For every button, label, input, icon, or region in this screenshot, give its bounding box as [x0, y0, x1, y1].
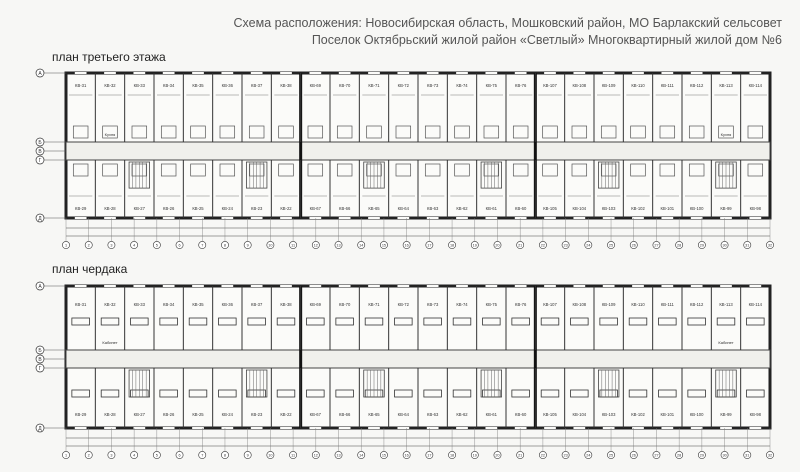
unit-label-bottom: КВ-22	[280, 412, 292, 417]
grid-col-label: 23	[563, 243, 568, 248]
grid-col-label: 23	[563, 453, 568, 458]
grid-row-label: А	[38, 283, 42, 290]
grid-col-label: 20	[495, 243, 500, 248]
grid-col-label: 12	[313, 453, 318, 458]
unit-label-top: КВ-71	[368, 83, 380, 88]
unit-label-bottom: КВ-103	[601, 206, 616, 211]
grid-row-label: Б	[38, 347, 42, 354]
unit-label-bottom: КВ-29	[75, 206, 87, 211]
grid-col-label: 22	[540, 453, 546, 458]
unit-label-top: КВ-112	[690, 302, 704, 307]
unit-label-top: КВ-36	[221, 83, 233, 88]
unit-label-bottom: КВ-99	[720, 206, 732, 211]
unit-label-bottom: КВ-62	[456, 206, 468, 211]
unit-label-top: КВ-111	[660, 83, 674, 88]
unit-label-top: КВ-75	[485, 302, 497, 307]
grid-col-label: 17	[427, 243, 432, 248]
unit-label-bottom: КВ-104	[572, 412, 587, 417]
unit-label-bottom: КВ-60	[515, 206, 527, 211]
unit-label-top: КВ-72	[397, 83, 409, 88]
unit-label-top: КВ-70	[339, 83, 351, 88]
header-line-1: Схема расположения: Новосибирская область, Мошковский район, МО Барлакский сельсовет	[233, 16, 782, 30]
grid-col-label: 27	[654, 453, 659, 458]
grid-col-label: 31	[745, 243, 750, 248]
unit-label-top: КВ-109	[601, 302, 616, 307]
grid-col-label: 22	[540, 243, 546, 248]
unit-label-bottom: КВ-102	[631, 206, 645, 211]
grid-col-label: 28	[677, 453, 682, 458]
grid-row-label: Д	[38, 425, 42, 432]
grid-col-label: 10	[268, 243, 273, 248]
corridor	[66, 350, 770, 368]
unit-label-bottom: КВ-61	[485, 206, 497, 211]
unit-label-bottom: КВ-67	[309, 206, 321, 211]
unit-label-top: КВ-33	[133, 302, 145, 307]
grid-col-label: 2	[87, 453, 90, 458]
unit-label-bottom: КВ-66	[339, 412, 351, 417]
grid-col-label: 3	[110, 243, 113, 248]
unit-label-bottom: КВ-23	[251, 412, 263, 417]
unit-label-top: КВ-35	[192, 83, 204, 88]
unit-label-top: КВ-111	[660, 302, 674, 307]
unit-label-top: КВ-38	[280, 302, 292, 307]
grid-row-label: Б	[38, 139, 42, 146]
unit-label-bottom: КВ-61	[485, 412, 497, 417]
unit-label-bottom: КВ-64	[397, 412, 409, 417]
grid-col-label: 28	[677, 243, 682, 248]
grid-col-label: 10	[268, 453, 273, 458]
unit-label-top: КВ-31	[75, 83, 87, 88]
unit-label-top: КВ-34	[163, 83, 175, 88]
unit-label-bottom: КВ-100	[689, 206, 704, 211]
grid-col-label: 7	[201, 243, 204, 248]
unit-label-bottom: КВ-100	[689, 412, 704, 417]
unit-label-bottom: КВ-66	[339, 206, 351, 211]
grid-col-label: 5	[155, 453, 158, 458]
grid-col-label: 12	[313, 243, 318, 248]
unit-label-top: КВ-35	[192, 302, 204, 307]
grid-col-label: 13	[336, 243, 341, 248]
unit-label-top: КВ-33	[133, 83, 145, 88]
unit-label-top: КВ-32	[104, 302, 116, 307]
unit-label-top: КВ-70	[339, 302, 351, 307]
grid-row-label: В	[38, 356, 42, 363]
grid-col-label: 16	[404, 243, 409, 248]
unit-label-bottom: КВ-102	[631, 412, 645, 417]
grid-col-label: 25	[608, 243, 614, 248]
grid-col-label: 11	[291, 243, 296, 248]
room-label: Кухня	[720, 132, 732, 137]
unit-label-bottom: КВ-29	[75, 412, 87, 417]
unit-label-bottom: КВ-26	[163, 412, 175, 417]
attic-plan-title: план чердака	[52, 262, 128, 276]
unit-label-bottom: КВ-26	[163, 206, 175, 211]
grid-row-label: Г	[38, 365, 42, 372]
unit-label-top: КВ-37	[251, 302, 263, 307]
grid-col-label: 11	[291, 453, 296, 458]
grid-col-label: 6	[178, 453, 181, 458]
room-label: Кабинет	[718, 340, 734, 345]
third-floor-plan-title: план третьего этажа	[52, 50, 166, 64]
unit-label-bottom: КВ-98	[749, 412, 761, 417]
unit-label-top: КВ-71	[368, 302, 380, 307]
unit-label-top: КВ-32	[104, 83, 116, 88]
room-label: Кабинет	[102, 340, 118, 345]
header-line-2: Поселок Октябрьский жилой район «Светлый» Многоквартирный жилой дом №6	[311, 33, 782, 47]
grid-col-label: 18	[449, 243, 455, 248]
grid-col-label: 2	[87, 243, 90, 248]
unit-label-top: КВ-34	[163, 302, 175, 307]
unit-label-top: КВ-108	[572, 83, 587, 88]
unit-label-bottom: КВ-99	[720, 412, 732, 417]
grid-col-label: 1	[64, 453, 68, 458]
grid-col-label: 8	[223, 453, 227, 458]
grid-col-label: 15	[381, 453, 387, 458]
unit-label-bottom: КВ-105	[543, 412, 557, 417]
room-label: Кухня	[104, 132, 116, 137]
unit-label-top: КВ-72	[397, 302, 409, 307]
unit-label-top: КВ-69	[309, 302, 321, 307]
unit-label-top: КВ-108	[572, 302, 587, 307]
unit-label-bottom: КВ-64	[397, 206, 409, 211]
unit-label-top: КВ-113	[719, 302, 733, 307]
unit-label-top: КВ-76	[515, 302, 527, 307]
grid-col-label: 18	[449, 453, 455, 458]
grid-col-label: 26	[631, 453, 636, 458]
grid-col-label: 14	[359, 243, 364, 248]
unit-label-top: КВ-112	[690, 83, 704, 88]
unit-label-top: КВ-74	[456, 302, 468, 307]
unit-label-top: КВ-110	[631, 302, 645, 307]
unit-label-top: КВ-36	[221, 302, 233, 307]
unit-label-bottom: КВ-63	[427, 412, 439, 417]
grid-col-label: 14	[359, 453, 364, 458]
grid-col-label: 5	[155, 243, 158, 248]
grid-col-label: 27	[654, 243, 659, 248]
grid-col-label: 30	[722, 243, 727, 248]
unit-label-top: КВ-75	[485, 83, 497, 88]
grid-col-label: 7	[201, 453, 204, 458]
unit-label-bottom: КВ-60	[515, 412, 527, 417]
unit-label-top: КВ-113	[719, 83, 733, 88]
unit-label-bottom: КВ-101	[660, 206, 675, 211]
unit-label-top: КВ-114	[748, 83, 762, 88]
grid-col-label: 6	[178, 243, 181, 248]
grid-col-label: 30	[722, 453, 727, 458]
grid-col-label: 9	[246, 243, 249, 248]
unit-label-bottom: КВ-98	[749, 206, 761, 211]
unit-label-bottom: КВ-23	[251, 206, 263, 211]
grid-col-label: 24	[586, 453, 591, 458]
grid-col-label: 29	[699, 453, 704, 458]
grid-row-label: В	[38, 148, 42, 155]
unit-label-bottom: КВ-24	[221, 206, 233, 211]
grid-col-label: 9	[246, 453, 249, 458]
unit-label-bottom: КВ-22	[280, 206, 292, 211]
unit-label-top: КВ-38	[280, 83, 292, 88]
grid-col-label: 4	[133, 453, 136, 458]
unit-label-top: КВ-107	[543, 302, 557, 307]
unit-label-top: КВ-74	[456, 83, 468, 88]
grid-col-label: 21	[518, 453, 523, 458]
unit-label-bottom: КВ-27	[133, 206, 145, 211]
unit-label-top: КВ-73	[427, 83, 439, 88]
grid-col-label: 25	[608, 453, 614, 458]
unit-label-bottom: КВ-28	[104, 206, 116, 211]
grid-col-label: 19	[472, 453, 477, 458]
unit-label-bottom: КВ-104	[572, 206, 587, 211]
grid-col-label: 8	[223, 243, 227, 248]
grid-row-label: Г	[38, 157, 42, 164]
unit-label-top: КВ-110	[631, 83, 645, 88]
grid-col-label: 20	[495, 453, 500, 458]
unit-label-top: КВ-69	[309, 83, 321, 88]
grid-col-label: 19	[472, 243, 477, 248]
unit-label-bottom: КВ-62	[456, 412, 468, 417]
unit-label-bottom: КВ-24	[221, 412, 233, 417]
grid-col-label: 4	[133, 243, 136, 248]
grid-col-label: 17	[427, 453, 432, 458]
unit-label-bottom: КВ-103	[601, 412, 616, 417]
grid-col-label: 13	[336, 453, 341, 458]
unit-label-bottom: КВ-27	[133, 412, 145, 417]
unit-label-top: КВ-109	[601, 83, 616, 88]
grid-col-label: 29	[699, 243, 704, 248]
grid-col-label: 32	[767, 243, 773, 248]
unit-label-bottom: КВ-63	[427, 206, 439, 211]
unit-label-bottom: КВ-28	[104, 412, 116, 417]
grid-col-label: 15	[381, 243, 387, 248]
grid-col-label: 21	[518, 243, 523, 248]
grid-col-label: 3	[110, 453, 113, 458]
unit-label-bottom: КВ-65	[368, 206, 380, 211]
unit-label-top: КВ-37	[251, 83, 263, 88]
grid-col-label: 1	[64, 243, 68, 248]
unit-label-top: КВ-107	[543, 83, 557, 88]
grid-col-label: 24	[586, 243, 591, 248]
unit-label-bottom: КВ-65	[368, 412, 380, 417]
grid-col-label: 31	[745, 453, 750, 458]
unit-label-top: КВ-114	[748, 302, 762, 307]
grid-row-label: Д	[38, 215, 42, 222]
grid-col-label: 16	[404, 453, 409, 458]
grid-row-label: А	[38, 70, 42, 77]
unit-label-bottom: КВ-101	[660, 412, 675, 417]
grid-col-label: 32	[767, 453, 773, 458]
unit-label-bottom: КВ-25	[192, 206, 204, 211]
unit-label-bottom: КВ-67	[309, 412, 321, 417]
unit-label-bottom: КВ-105	[543, 206, 557, 211]
unit-label-top: КВ-73	[427, 302, 439, 307]
unit-label-bottom: КВ-25	[192, 412, 204, 417]
grid-col-label: 26	[631, 243, 636, 248]
unit-label-top: КВ-76	[515, 83, 527, 88]
unit-label-top: КВ-31	[75, 302, 87, 307]
